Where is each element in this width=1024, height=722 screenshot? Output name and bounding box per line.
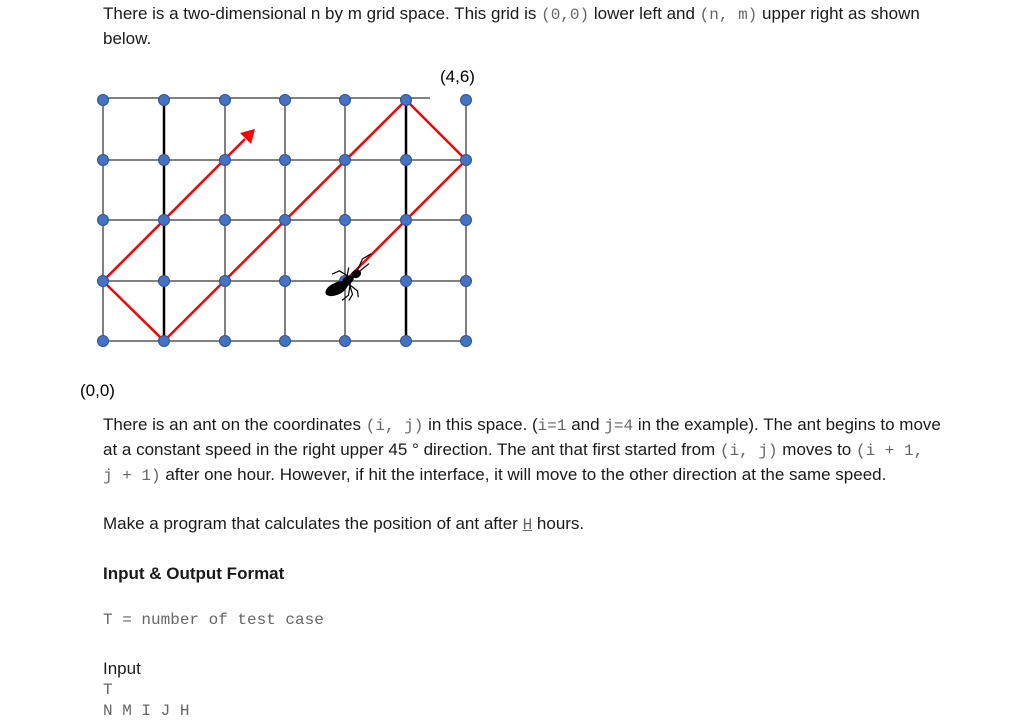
origin-label: (0,0)	[80, 381, 115, 400]
grid-node	[98, 95, 109, 106]
grid-node	[220, 336, 231, 347]
grid-node	[159, 155, 170, 166]
grid-node	[220, 215, 231, 226]
grid-node	[220, 276, 231, 287]
input-line-2: N M I J H	[103, 702, 190, 720]
grid-node	[280, 95, 291, 106]
grid-node	[280, 155, 291, 166]
grid-node	[340, 215, 351, 226]
grid-node	[401, 155, 412, 166]
grid-node	[340, 336, 351, 347]
grid-node	[461, 215, 472, 226]
grid-node	[159, 336, 170, 347]
grid-node	[401, 95, 412, 106]
grid-node	[98, 336, 109, 347]
top-right-label: (4,6)	[440, 67, 475, 86]
grid-node	[280, 215, 291, 226]
input-line-1: T	[103, 681, 113, 699]
input-label: Input	[103, 659, 141, 678]
grid-node	[98, 276, 109, 287]
grid-node	[220, 155, 231, 166]
grid-node	[98, 215, 109, 226]
intro-line-2: below.	[103, 29, 152, 48]
grid-node	[340, 155, 351, 166]
description-line-3: j + 1) after one hour. However, if hit the interface, it will move to the other direction at the same speed.	[103, 465, 887, 485]
grid-node	[280, 276, 291, 287]
grid-node	[280, 336, 291, 347]
grid-node	[159, 95, 170, 106]
task-line: Make a program that calculates the position of ant after H hours.	[103, 514, 585, 534]
intro-line-1: There is a two-dimensional n by m grid space. This grid is (0,0) lower left and (n, m) upper right as shown	[103, 4, 920, 24]
test-case-definition: T = number of test case	[103, 611, 324, 629]
grid-node	[461, 155, 472, 166]
grid-node	[461, 95, 472, 106]
grid-node	[340, 95, 351, 106]
grid-node	[401, 336, 412, 347]
grid-node	[461, 336, 472, 347]
description-line-1: There is an ant on the coordinates (i, j) in this space. (i=1 and j=4 in the example). The ant begins to move	[103, 415, 941, 435]
grid-node	[220, 95, 231, 106]
grid-node	[401, 215, 412, 226]
grid-node	[159, 276, 170, 287]
grid-node	[159, 215, 170, 226]
grid-node	[401, 276, 412, 287]
grid-node	[98, 155, 109, 166]
description-line-2: at a constant speed in the right upper 45 ° direction. The ant that first started from (i, j) moves to (i + 1,	[103, 440, 924, 460]
io-heading: Input & Output Format	[103, 564, 285, 583]
grid-node	[461, 276, 472, 287]
